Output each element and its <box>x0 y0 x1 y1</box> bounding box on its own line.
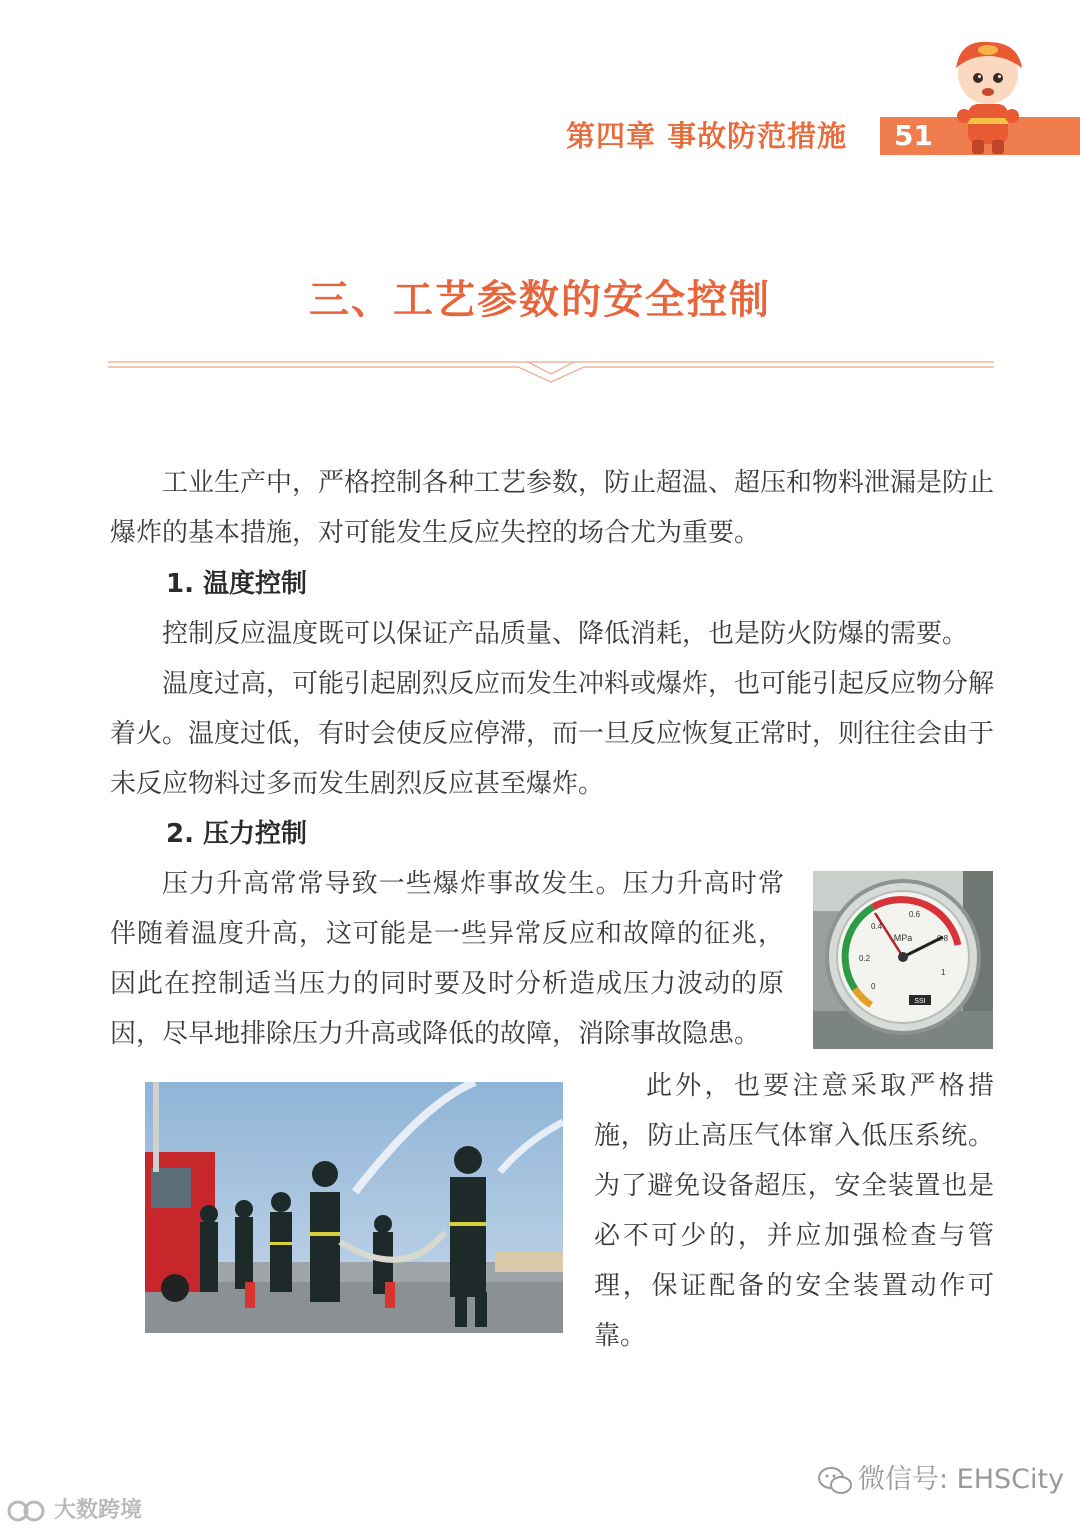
gauge-tick-0-2: 0.2 <box>859 954 871 963</box>
intro-paragraph: 工业生产中，严格控制各种工艺参数，防止超温、超压和物料泄漏是防止爆炸的基本措施，对可能发生反应失控的场合尤为重要。 <box>110 468 995 548</box>
title-divider <box>108 356 994 386</box>
temperature-paragraph-2: 温度过高，可能引起剧烈反应而发生冲料或爆炸，也可能引起反应物分解着火。温度过低，有时会使反应停滞，而一旦反应恢复正常时，则往往会由于未反应物料过多而发生剧烈反应甚至爆炸。 <box>110 669 995 799</box>
pressure-heading: 2. 压力控制 <box>166 819 308 849</box>
temperature-heading: 1. 温度控制 <box>166 569 308 599</box>
gauge-brand: SSI <box>914 998 926 1005</box>
gauge-unit-label: MPa <box>893 933 913 943</box>
firefighter-mascot-icon <box>940 34 1036 158</box>
chapter-title: 第四章 事故防范措施 <box>566 119 848 153</box>
gauge-tick-0-4: 0.4 <box>871 922 883 931</box>
gauge-tick-1: 1 <box>941 968 946 977</box>
gauge-tick-0-6: 0.6 <box>909 910 921 919</box>
source-watermark <box>6 1494 142 1528</box>
source-watermark-text: 大数跨境 <box>54 1498 143 1523</box>
gauge-tick-0-8: 0.8 <box>937 934 949 943</box>
pressure-paragraph-2: 此外，也要注意采取严格措施，防止高压气体窜入低压系统。为了避免设备超压，安全装置也是必不可少的，并应加强检查与管理，保证配备的安全装置动作可靠。 <box>594 1071 994 1351</box>
wechat-icon <box>818 1466 852 1496</box>
gauge-tick-0: 0 <box>871 982 876 991</box>
wechat-watermark <box>818 1458 1064 1502</box>
firefighters-drill-photo <box>145 1082 563 1333</box>
pressure-gauge-photo <box>813 871 993 1049</box>
brand-logo-icon <box>6 1498 50 1524</box>
temperature-paragraph-1: 控制反应温度既可以保证产品质量、降低消耗，也是防火防爆的需要。 <box>162 619 969 649</box>
wechat-id-text: 微信号: EHSCity <box>858 1464 1065 1495</box>
section-title: 三、工艺参数的安全控制 <box>309 277 771 323</box>
page-number: 51 <box>894 119 933 152</box>
pressure-paragraph-1: 压力升高常常导致一些爆炸事故发生。压力升高时常伴随着温度升高，这可能是一些异常反应和故障的征兆，因此在控制适当压力的同时要及时分析造成压力波动的原因，尽早地排除压力升高或降低的故障，消除事故隐患。 <box>110 869 784 1049</box>
